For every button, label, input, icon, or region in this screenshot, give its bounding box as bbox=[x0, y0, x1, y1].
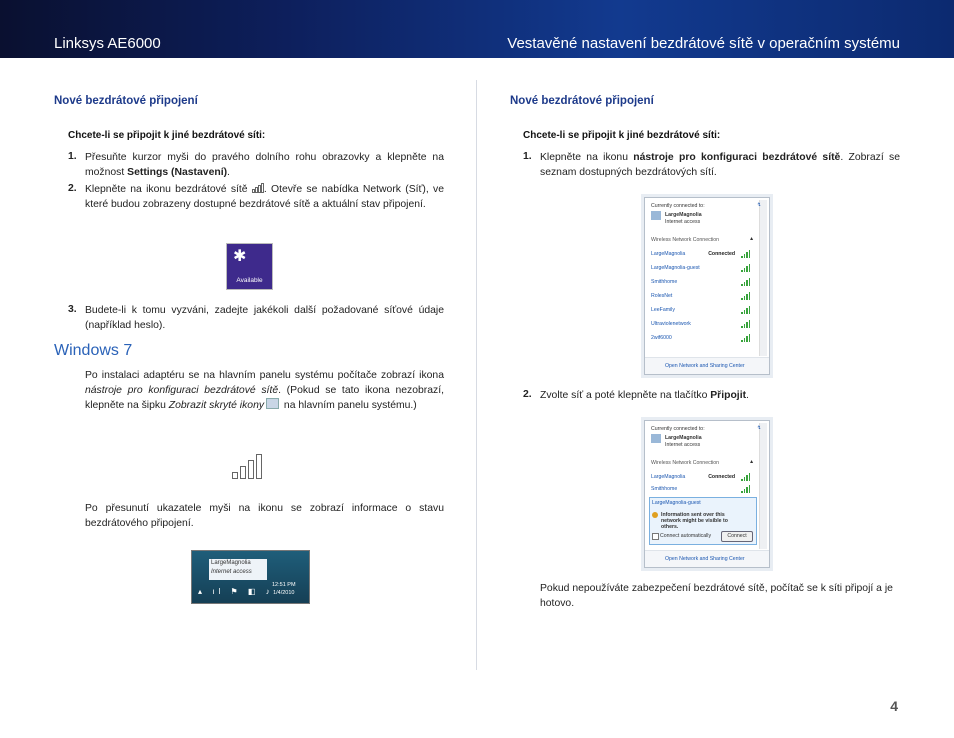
right-section-title: Nové bezdrátové připojení bbox=[510, 95, 654, 107]
signal-icon bbox=[741, 278, 751, 286]
column-divider bbox=[476, 80, 477, 670]
wireless-network-list-popup bbox=[644, 197, 770, 375]
signal-icon bbox=[741, 320, 751, 328]
product-name: Linksys AE6000 bbox=[54, 35, 161, 52]
step-number: 2. bbox=[523, 389, 532, 400]
network-sharing-center-link[interactable]: Open Network and Sharing Center bbox=[665, 363, 745, 369]
step-number: 3. bbox=[68, 304, 77, 315]
tooltip-status: Internet access bbox=[211, 569, 252, 575]
security-warning: Information sent over this network might be visible to others. bbox=[661, 512, 728, 530]
signal-icon bbox=[741, 292, 751, 300]
refresh-icon[interactable]: ↯ bbox=[757, 202, 762, 208]
current-network: LargeMagnolia bbox=[665, 435, 702, 441]
currently-connected-label: Currently connected to: bbox=[651, 203, 705, 209]
show-hidden-icons-icon bbox=[266, 398, 279, 409]
network-row[interactable]: LargeMagnolia Connected bbox=[651, 473, 755, 482]
popup-footer bbox=[645, 550, 769, 567]
left-step-1: Přesuňte kurzor myši do pravého dolního rohu obrazovky a klepněte na možnost Settings (Nastavení). bbox=[85, 152, 444, 178]
network-row[interactable]: LeeFamily bbox=[651, 306, 755, 315]
tooltip-network-name: LargeMagnolia bbox=[211, 560, 251, 566]
left-section-title: Nové bezdrátové připojení bbox=[54, 95, 198, 107]
network-row[interactable]: Ultraviolenetwork bbox=[651, 320, 755, 329]
clock-time: 12:51 PM bbox=[272, 582, 296, 588]
windows7-heading: Windows 7 bbox=[54, 342, 133, 359]
popup-footer bbox=[645, 357, 769, 374]
clock-date: 1/4/2010 bbox=[273, 590, 295, 596]
selected-network-panel[interactable] bbox=[649, 497, 757, 545]
windows8-network-tile[interactable] bbox=[227, 244, 272, 289]
network-row[interactable]: LargeMagnolia-guest bbox=[651, 264, 755, 273]
auto-connect-checkbox[interactable] bbox=[652, 533, 659, 540]
warning-icon bbox=[652, 512, 658, 518]
network-icon bbox=[651, 211, 661, 220]
wifi-icon-inline bbox=[252, 184, 264, 193]
wireless-connect-popup bbox=[644, 420, 770, 568]
step-number: 1. bbox=[523, 151, 532, 162]
network-row[interactable]: 2wif6000 bbox=[651, 334, 755, 343]
windows7-paragraph-2: Po přesunutí ukazatele myši na ikonu se zobrazí informace o stavu bezdrátového připojení. bbox=[85, 503, 444, 529]
step-number: 1. bbox=[68, 151, 77, 162]
step-number: 2. bbox=[68, 183, 77, 194]
connect-button[interactable]: Connect bbox=[721, 531, 753, 542]
left-intro: Chcete-li se připojit k jiné bezdrátové síti: bbox=[68, 130, 266, 141]
network-row[interactable]: LargeMagnolia Connected bbox=[651, 250, 755, 259]
wifi-signal-icon: ✱ bbox=[233, 248, 247, 265]
network-tooltip bbox=[209, 559, 267, 580]
left-step-3: Budete-li k tomu vyzváni, zadejte jakékoli další požadované síťové údaje (například heslo). bbox=[85, 305, 444, 331]
collapse-icon[interactable]: ▲ bbox=[749, 459, 755, 465]
collapse-icon[interactable]: ▲ bbox=[749, 236, 755, 242]
current-network: LargeMagnolia bbox=[665, 212, 702, 218]
taskbar-screenshot bbox=[191, 550, 310, 604]
refresh-icon[interactable]: ↯ bbox=[757, 425, 762, 431]
tile-label: Available bbox=[236, 277, 263, 284]
signal-icon bbox=[741, 264, 751, 272]
right-step-2: Zvolte síť a poté klepněte na tlačítko Připojit. bbox=[540, 390, 749, 401]
wireless-config-tool-icon bbox=[232, 451, 268, 479]
network-row[interactable]: Smithhome bbox=[651, 278, 755, 287]
scrollbar[interactable] bbox=[759, 200, 767, 356]
current-status: Internet access bbox=[665, 219, 701, 225]
tray-icons: ▴ ıl ⚑ ◧ ♪ bbox=[198, 587, 274, 596]
right-step-1: Klepněte na ikonu nástroje pro konfiguraci bezdrátové sítě. Zobrazí se seznam dostupných bezdrátových sítí. bbox=[540, 152, 900, 178]
left-step-2: Klepněte na ikonu bezdrátové sítě . Otevře se nabídka Network (Síť), ve které budou zobrazeny dostupné bezdrátové sítě a aktuální stav připojení. bbox=[85, 184, 444, 210]
section-header: Wireless Network Connection bbox=[651, 237, 720, 243]
windows7-paragraph-1: Po instalaci adaptéru se na hlavním panelu systému počítače zobrazí ikona nástroje pro konfiguraci bezdrátové sítě. (Pokud se tato ikona nezobrazí, klepněte na šipku Zobrazit skryté ikony na hlavním panelu systému.) bbox=[85, 370, 444, 411]
network-sharing-center-link[interactable]: Open Network and Sharing Center bbox=[665, 556, 745, 562]
signal-icon bbox=[741, 473, 751, 481]
network-row[interactable]: Smithhome bbox=[651, 485, 755, 494]
closing-paragraph: Pokud nepoužíváte zabezpečení bezdrátové sítě, počítač se k síti připojí a je hotovo. bbox=[540, 583, 893, 609]
network-icon bbox=[651, 434, 661, 443]
chapter-title: Vestavěné nastavení bezdrátové sítě v operačním systému bbox=[507, 35, 900, 52]
scrollbar[interactable] bbox=[759, 423, 767, 549]
current-status: Internet access bbox=[665, 442, 701, 448]
signal-icon bbox=[741, 250, 751, 258]
signal-icon bbox=[741, 334, 751, 342]
right-intro: Chcete-li se připojit k jiné bezdrátové síti: bbox=[523, 130, 721, 141]
section-header: Wireless Network Connection bbox=[651, 460, 720, 466]
page-number: 4 bbox=[890, 698, 898, 714]
network-row[interactable]: RolesNet bbox=[651, 292, 755, 301]
selected-network-name: LargeMagnolia-guest bbox=[652, 500, 701, 506]
signal-icon bbox=[741, 485, 751, 493]
taskbar-clock bbox=[272, 581, 296, 597]
auto-connect-label: Connect automatically bbox=[660, 533, 712, 539]
signal-icon bbox=[741, 306, 751, 314]
currently-connected-label: Currently connected to: bbox=[651, 426, 705, 432]
page-header bbox=[0, 0, 954, 58]
